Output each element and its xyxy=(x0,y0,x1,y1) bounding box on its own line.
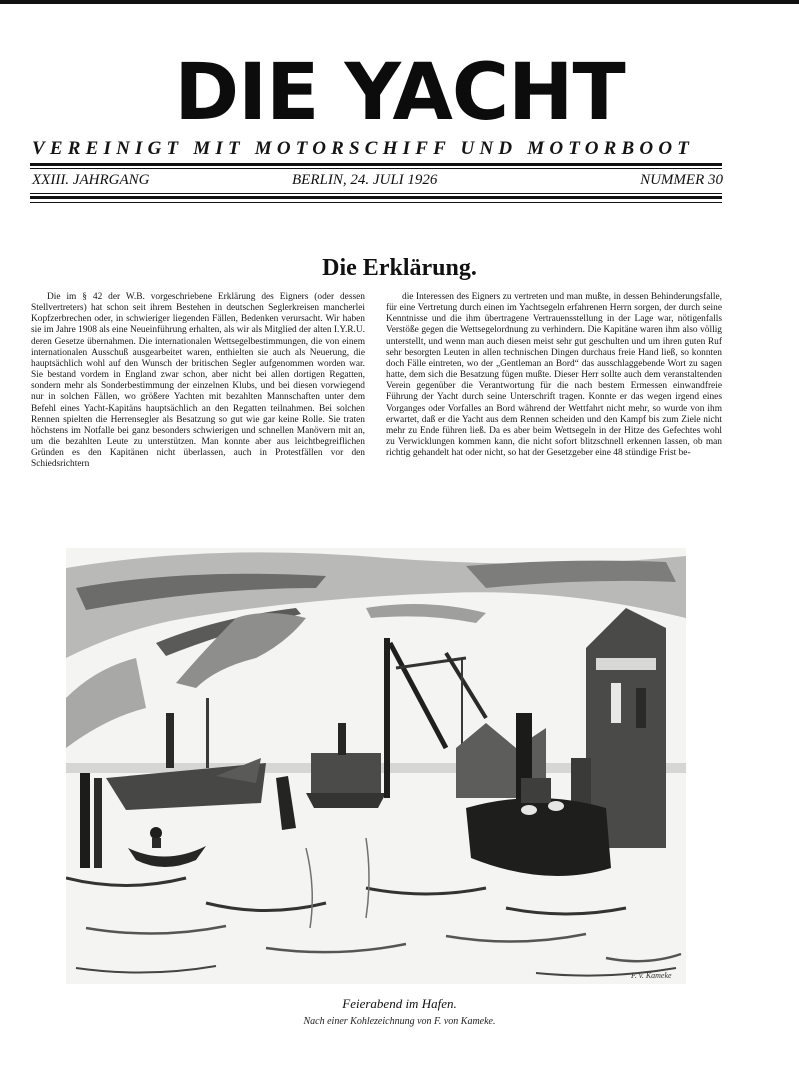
article-title: Die Erklärung. xyxy=(322,255,477,281)
article-column-left: Die im § 42 der W.B. vorgeschriebene Erklärung des Eigners (oder dessen Stellvertreters) hat schon seit ihrem Bestehen in deutschen Seglerkreisen mancherlei Kopfzerbrechen oder, in schwieriger liegenden Fällen, Bedenken verursacht. Wir haben sie im Jahre 1908 als eine Neueinführung erhalten, als wir als Mitglied der alten I.Y.R.U. deren Gesetze übernahmen. Die internationalen Wettsegelbestimmungen, die von einem internationalen Ausschuß ausgearbeitet waren, enthielten sie auch als Neuerung, die hauptsächlich wohl auf den Wunsch der britischen Segler aufgenommen worden war. Sie bestand vordem in England zwar schon, aber nicht bei allen dortigen Regatten, sondern mehr als Sonderbestimmung der einzelnen Klubs, und bei diesen vorwiegend nur in solchen Fällen, wo größere Yachten mit bezahlten Mannschaften unter dem Befehl eines Yacht-Kapitäns hauptsächlich an den Regatten teilnahmen. Bei solchen Rennen spielten die Herrensegler als Besatzung so gut wie gar keine Rolle. Sie traten höchstens im Notfalle bei ganz besonders schwierigen und schnellen Manövern mit an, um die bezahlten Leute zu unterstützen. Man konnte aber aus leichtbegreiflichen Gründen es den Kapitänen nicht überlassen, auch in Protestfällen vor den Schiedsrichtern xyxy=(31,292,365,470)
masthead-rule-thin xyxy=(30,168,722,169)
issue-volume: XXIII. JAHRGANG xyxy=(32,172,150,188)
artist-signature: F. v. Kameke xyxy=(631,971,672,980)
issue-number: NUMMER 30 xyxy=(640,172,723,188)
page-top-edge xyxy=(0,0,799,4)
article-column-right: die Interessen des Eigners zu vertreten und man mußte, in dessen Behinderungsfalle, für eine Vertretung durch einen im Yachtsegeln erfahrenen Herrn sorgen, der durch seine Kenntnisse und die ihm übertragene Vertrauensstellung in der Lage war, nötigenfalls Verstöße gegen die Wettsegelordnung zu verhindern. Die Kapitäne waren ihm also völlig unterstellt, und wenn man auch diesen meist sehr gut geschulten und um ihren guten Ruf sehr besorgten Leuten in allen technischen Dingen durchaus freie Hand ließ, so konnten doch Fälle eintreten, wo der „Gentleman an Bord“ das ausschlaggebende Wort zu sagen hatte, dem sich die Besatzung fügen mußte. Dieser Herr sollte auch dem veranstaltenden Verein gegenüber die Verantwortung für die nach bestem Ermessen einwandfreie Führung der Yacht durch seine Unterschrift tragen. Konnte er das wegen irgend eines Vorganges oder Vorfalles an Bord während der Wettfahrt nicht mehr, so wurde von ihm erwartet, daß er die Yacht aus dem Rennen scheiden und den Kampf bis zum Ziele nicht mehr zu Ende führen ließ. Da es aber beim Wettsegeln in der Hitze des Gefechtes wohl zu Verwicklungen kommen kann, die nicht sofort blitzschnell erkennen lassen, ob man richtig gehandelt hat oder nicht, so hat der Gesetzgeber eine 48 stündige Frist be- xyxy=(386,292,722,459)
masthead-rule xyxy=(30,163,722,166)
figure-credit: Nach einer Kohlezeichnung von F. von Kameke. xyxy=(303,1016,496,1027)
figure-caption: Feierabend im Hafen. xyxy=(342,996,457,1011)
masthead-title: DIE YACHT xyxy=(174,48,625,138)
issue-rule-thin xyxy=(30,193,722,194)
issue-rule xyxy=(30,196,722,199)
issue-rule-bottom xyxy=(30,202,722,203)
harbor-illustration xyxy=(66,548,686,984)
masthead-subtitle: VEREINIGT MIT MOTORSCHIFF UND MOTORBOOT xyxy=(32,138,695,159)
issue-place-date: BERLIN, 24. JULI 1926 xyxy=(292,172,438,188)
